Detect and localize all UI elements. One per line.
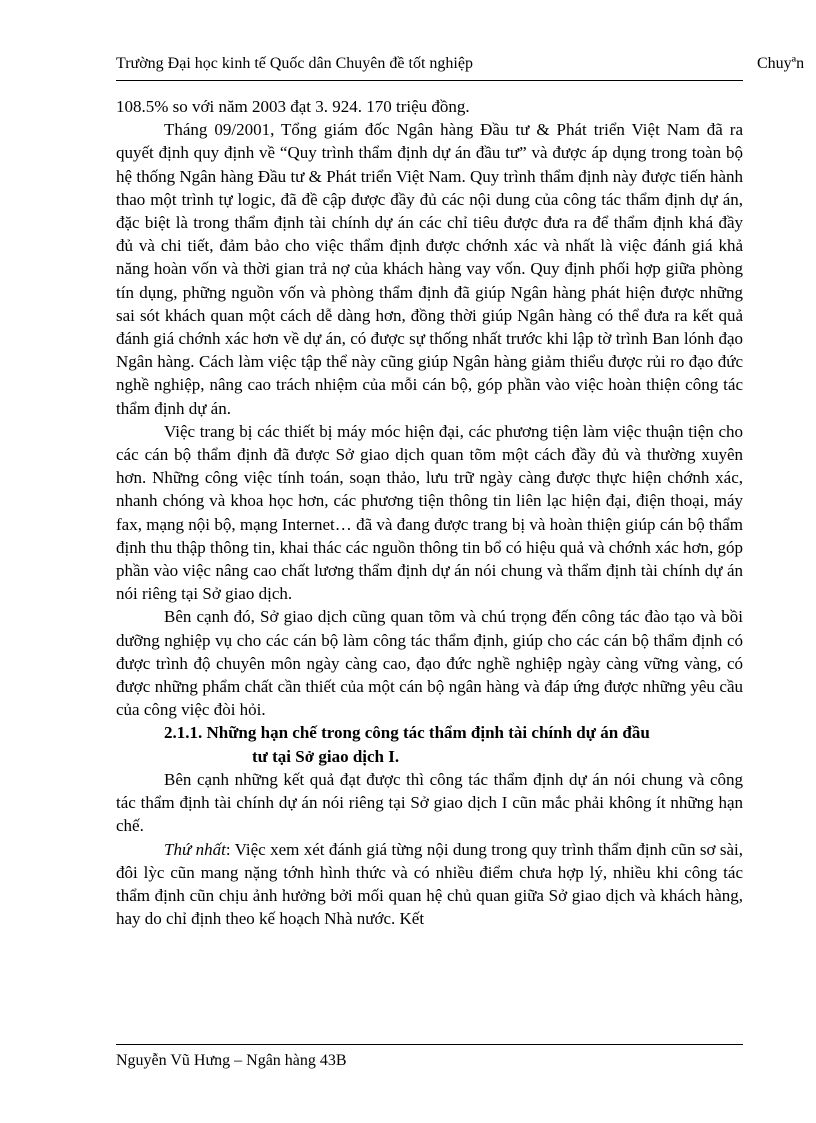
footer-divider <box>116 1044 743 1045</box>
paragraph-5-text: : Việc xem xét đánh giá từng nội dung trong quy trình thẩm định cũn sơ sài, đôi lỳc cũn mang nặng tớnh hình thức và có nhiều điểm chưa hợp lý, nhiều khi công tác thẩm định cũn chịu ảnh hưởng bởi mối quan hệ chủ quan giữa Sở giao dịch và khách hàng, hay do chỉ định theo kế hoạch Nhà nước. Kết <box>116 839 743 929</box>
paragraph-3: Bên cạnh đó, Sở giao dịch cũng quan tõm và chú trọng đến công tác đào tạo và bồi dưỡng nghiệp vụ cho các cán bộ làm công tác thẩm định, giúp cho các cán bộ thẩm định có được trình độ chuyên môn ngày càng cao, đạo đức nghề nghiệp ngày càng vững vàng, có được những phẩm chất cần thiết của một cán bộ ngân hàng và đáp ứng được những yêu cầu của công việc đòi hỏi. <box>116 607 743 720</box>
paragraph-5 <box>116 838 743 931</box>
paragraph-0: 108.5% so với năm 2003 đạt 3. 924. 170 triệu đồng. <box>116 97 470 116</box>
section-heading <box>116 721 743 767</box>
paragraph-1: Tháng 09/2001, Tổng giám đốc Ngân hàng Đầu tư & Phát triển Việt Nam đã ra quyết định quy định về “Quy trình thẩm định dự án đầu tư” và được áp dụng trong toàn bộ hệ thống Ngân hàng Đầu tư & Phát triển Việt Nam. Quy trình thẩm định này được tiến hành thao một trình tự logic, đã đề cập được đầy đủ các nội dung của công tác thẩm định dự án, đặc biệt là trong thẩm định tài chính dự án các chỉ tiêu được đưa ra để thẩm định khá đầy đủ và chi tiết, đảm bảo cho việc thẩm định được chớnh xác và nhất là việc đánh giá khả năng hoàn vốn và thời gian trả nợ của khách hàng vay vốn. Quy định phối hợp giữa phòng tín dụng, phững nguồn vốn và phòng thẩm định đã giúp Ngân hàng phát hiện được những sai sót khách quan một cách dễ dàng hơn, đồng thời giúp Ngân hàng có thể đưa ra kết quả đánh giá chớnh xác hơn về dự án, có được sự thống nhất trước khi lập tờ trình Ban lónh đạo Ngân hàng. Cách làm việc tập thể này cũng giúp Ngân hàng giảm thiểu được rủi ro đạo đức nghề nghiệp, nâng cao trách nhiệm của mỗi cán bộ, góp phần vào việc hoàn thiện công tác thẩm định dự án. <box>116 120 743 418</box>
header-title: Trường Đại học kinh tế Quốc dân Chuyên đề tốt nghiệp <box>116 55 473 72</box>
page-footer: Nguyễn Vũ Hưng – Ngân hàng 43B <box>116 1052 347 1069</box>
paragraph-5-lead: Thứ nhất <box>164 839 226 859</box>
paragraph-4: Bên cạnh những kết quả đạt được thì công tác thẩm định dự án nói chung và công tác thẩm định tài chính dự án nói riêng tại Sở giao dịch I cũn mắc phải không ít những hạn chế. <box>116 769 743 836</box>
header-right-text: Chuyªn <box>757 55 805 72</box>
paragraph-2: Việc trang bị các thiết bị máy móc hiện đại, các phương tiện làm việc thuận tiện cho các cán bộ thẩm định đã được Sở giao dịch quan tõm một cách đầy đủ và thường xuyên hơn. Những công việc tính toán, soạn thảo, lưu trữ ngày càng được thực hiện chớnh xác, nhanh chóng và khoa học hơn, các phương tiện thông tin liên lạc hiện đại, điện thoại, máy fax, mạng nội bộ, mạng Internet… đã và đang được trang bị và hoàn thiện giúp cán bộ thẩm định thu thập thông tin, khai thác các nguồn thông tin bổ có hiệu quả và chớnh xác hơn, góp phần vào việc nâng cao chất lương thẩm định dự án nói chung và thẩm định tài chính dự án nói riêng tại Sở giao dịch. <box>116 421 743 604</box>
header-divider <box>116 80 743 81</box>
page-header <box>116 55 816 77</box>
section-heading-line1: 2.1.1. Những hạn chế trong công tác thẩm định tài chính dự án đầu <box>164 723 650 743</box>
section-heading-line2: tư tại Sở giao dịch I. <box>252 746 400 766</box>
document-body <box>116 95 743 930</box>
